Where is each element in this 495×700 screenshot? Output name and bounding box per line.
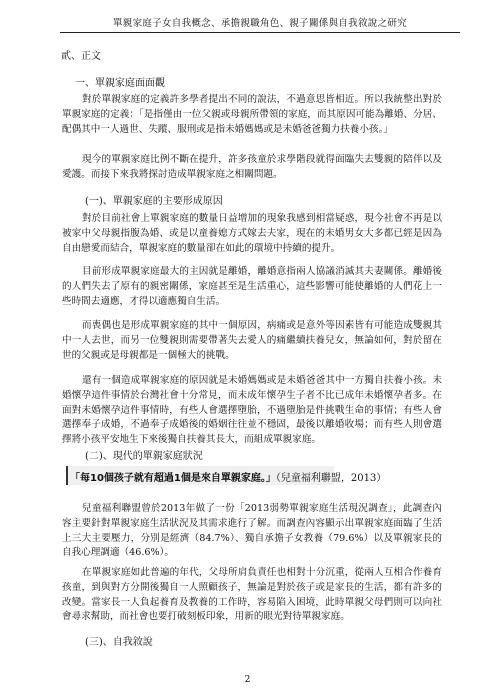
subsection-heading: (一)、單親家庭的主要形成原因 (85, 196, 223, 207)
paragraph: 現今的單親家庭比例不斷在提升，許多孩童於求學階段就得面臨失去雙親的陪伴以及愛護。而接下來我將探討造成單親家庭之相關問題。 (62, 154, 442, 180)
paragraph: 而喪偶也是形成單親家庭的其中一個原因，病痛或是意外等因素皆有可能造成雙親其中一人去世，而另一位雙親則需要帶著失去愛人的痛繼續扶養兒女，無論如何，對於留在世的父親或是母親都是一個極大的挑戰。 (62, 320, 442, 361)
subsection-heading: (三)、自我敘說 (85, 637, 153, 648)
subsection-heading: (二)、現代的單親家庭狀況 (85, 451, 203, 462)
quote-source: （兒童福利聯盟，2013） (275, 473, 387, 484)
page-number: 2 (244, 675, 251, 685)
paragraph: 目前形成單親家庭最大的主因就是離婚，離婚意指兩人協議消滅其夫妻關係。離婚後的人們失去了原有的親密關係，家庭甚至是生活重心，這些影響可能使離婚的人們花上一些時間去適應，才得以適應獨自生活。 (62, 266, 442, 307)
running-header: 單親家庭子女自我概念、承擔親職角色、親子關係與自我敘說之研究 (112, 18, 407, 29)
chapter-heading: 貳、正文 (61, 51, 101, 62)
quote-text: 「每10個孩子就有超過1個是來自單親家庭。」 (70, 473, 276, 484)
paragraph: 兒童福利聯盟曾於2013年做了一份「2013弱勢單親家庭生活現況調查」，此調查內容主要針對單親家庭生活狀況及其需求進行了解。而調查內容顯示出單親家庭面臨了生活上三大主要壓力，分別是經濟（84.7%）、獨自承擔子女教養（79.6%）以及單親家長的自我心理調適（46.6%）。 (62, 503, 442, 559)
section-heading: 一、單親家庭面面觀 (75, 78, 165, 89)
paragraph: 在單親家庭如此普遍的年代，父母所肩負責任也相對十分沉重，從兩人互相合作養育孩童，到與對方分開後獨自一人照顧孩子，無論是對於孩子或是家長的生活，都有許多的改變。當家長一人負起養育及教養的工作時，容易陷入困境，此時單親父母們則可以向社會尋求幫助，而社會也要打破刻板印象，用新的眼光對待單親家庭。 (62, 567, 442, 623)
paragraph: 還有一個造成單親家庭的原因就是未婚媽媽或是未婚爸爸其中一方獨自扶養小孩。未婚懷孕這件事情於台灣社會十分常見，而未成年懷孕生子者不比已成年未婚懷孕者多。在面對未婚懷孕這件事情時，有些人會選擇墮胎，不過墮胎是件挑戰生命的事情；有些人會選擇奉子成婚，不過奉子成婚後的婚姻往往並不穩固，最後以離婚收場；而有些人則會選擇將小孩平安地生下來後獨自扶養其長大，而組成單親家庭。 (62, 375, 442, 446)
paragraph: 對於單親家庭的定義許多學者提出不同的說法，不過意思皆相近。所以我統整出對於單親家庭的定義：「是指僅由一位父親或母親所帶領的家庭，而其原因可能為離婚、分居、配偶其中一人過世、失蹤、服刑或是指未婚媽媽或是未婚爸爸獨力扶養小孩。」 (62, 94, 442, 135)
header-rule (60, 32, 460, 33)
paragraph: 對於目前社會上單親家庭的數量日益增加的現象我感到相當疑惑，現今社會不再是以被家中父母親指腹為婚、或是以童養媳方式嫁去夫家，現在的未婚男女大多都已經是因為自由戀愛而結合，單親家庭的數量卻在如此的環境中持續的提升。 (62, 213, 442, 254)
pull-quote (70, 469, 386, 484)
